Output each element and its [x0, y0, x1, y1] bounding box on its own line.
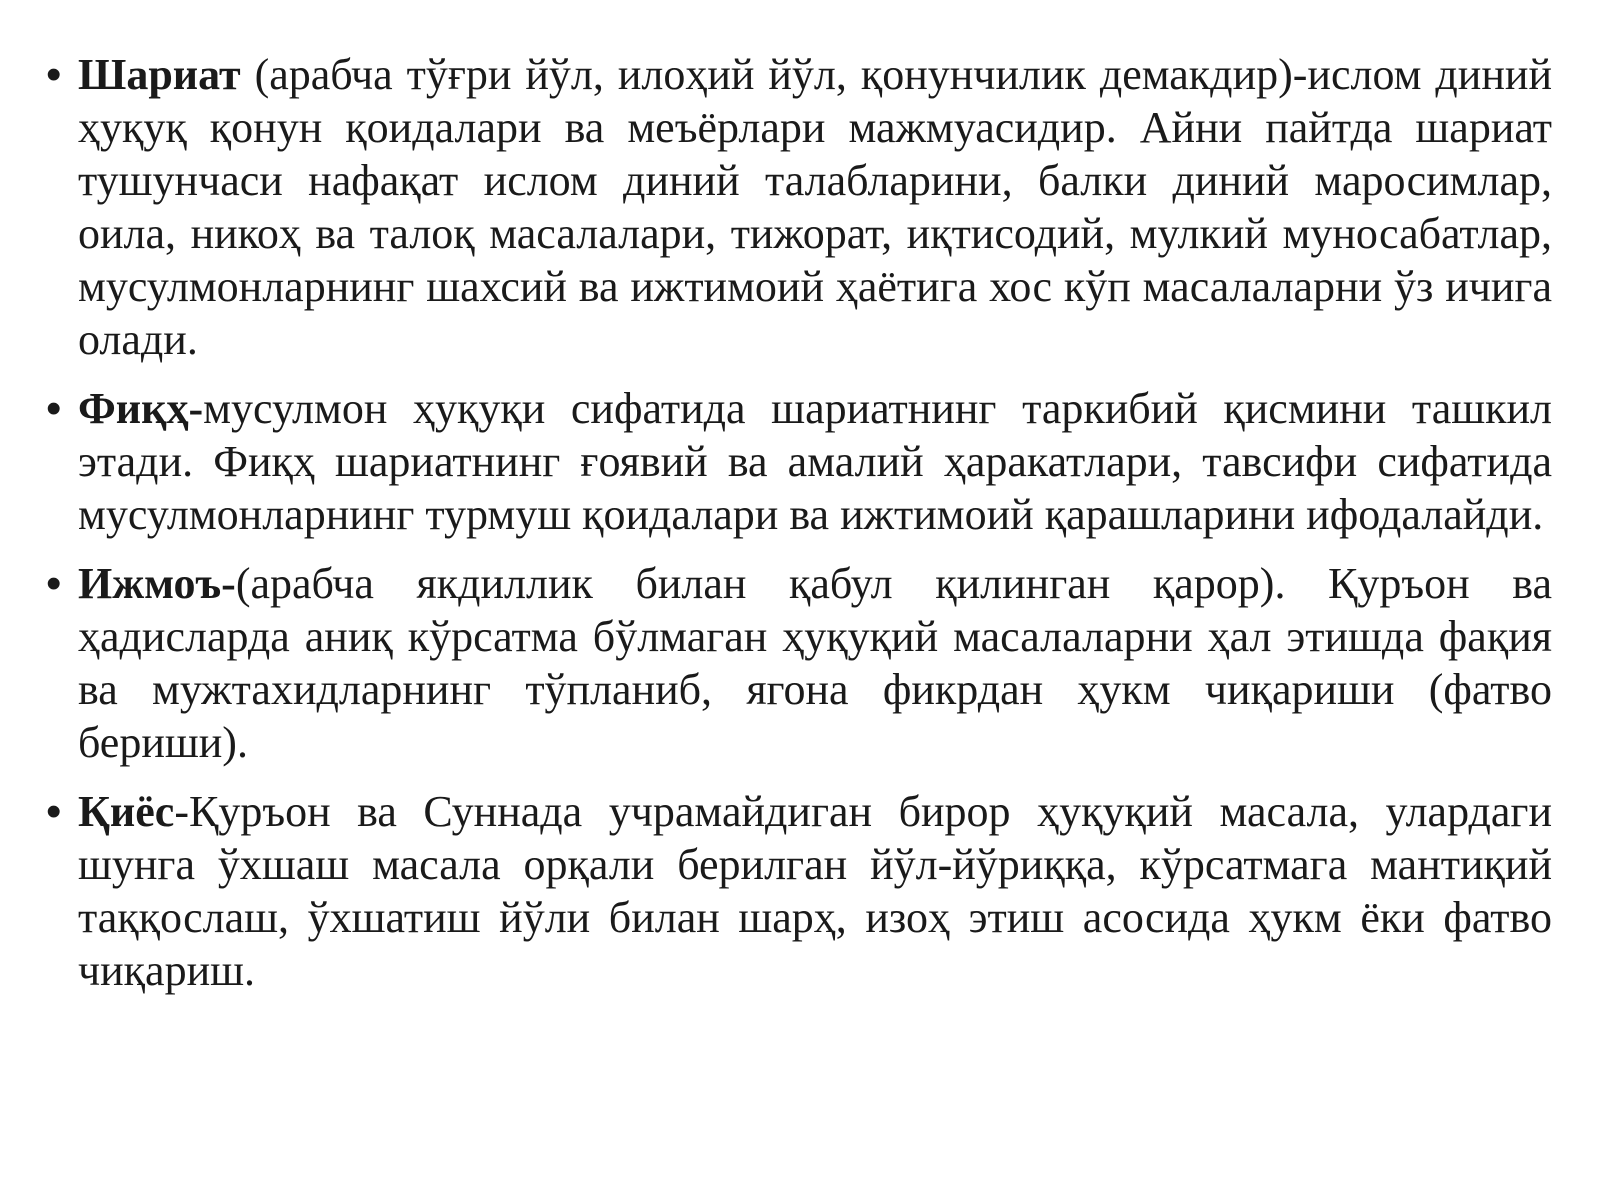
- bullet-icon: •: [46, 50, 62, 99]
- definition-item-qiyos: [0, 785, 1552, 997]
- definition-item-fiqh: [0, 382, 1552, 541]
- bullet-icon: •: [46, 787, 62, 836]
- definition-list: [0, 48, 1552, 997]
- definition-item-ijmo: [0, 557, 1552, 769]
- term-label: Фиқҳ-: [78, 384, 204, 433]
- bullet-icon: •: [46, 559, 62, 608]
- term-label: Қиёс: [78, 787, 175, 836]
- definition-text: мусулмон ҳуқуқи сифатида шариатнинг таркибий қисмини ташкил этади. Фиқҳ шариатнинг ғоявий ва амалий ҳаракатлари, тавсифи сифатида мусулмонларнинг турмуш қоидалари ва ижтимоий қарашларини ифодалайди.: [78, 384, 1552, 539]
- definition-text: -Қуръон ва Суннада учрамайдиган бирор ҳуқуқий масала, улардаги шунга ўхшаш масала орқали берилган йўл-йўриққа, кўрсатмага мантиқий таққослаш, ўхшатиш йўли билан шарҳ, изоҳ этиш асосида ҳукм ёки фатво чиқариш.: [78, 787, 1552, 995]
- term-label: Шариат: [78, 50, 241, 99]
- bullet-icon: •: [46, 384, 62, 433]
- definition-text: (арабча якдиллик билан қабул қилинган қарор). Қуръон ва ҳадисларда аниқ кўрсатма бўлмаган ҳуқуқий масалаларни ҳал этишда фақия ва мужтахидларнинг тўпланиб, ягона фикрдан ҳукм чиқариши (фатво бериши).: [78, 559, 1552, 767]
- definition-item-shariat: [0, 48, 1552, 366]
- definition-text: (арабча тўғри йўл, илоҳий йўл, қонунчилик демакдир)-ислом диний ҳуқуқ қонун қоидалари ва меъёрлари мажмуасидир. Айни пайтда шариат тушунчаси нафақат ислом диний талабларини, балки диний маросимлар, оила, никоҳ ва талоқ масалалари, тижорат, иқтисодий, мулкий муносабатлар, мусулмонларнинг шахсий ва ижтимоий ҳаётига хос кўп масалаларни ўз ичига олади.: [78, 50, 1552, 364]
- term-label: Ижмоъ-: [78, 559, 236, 608]
